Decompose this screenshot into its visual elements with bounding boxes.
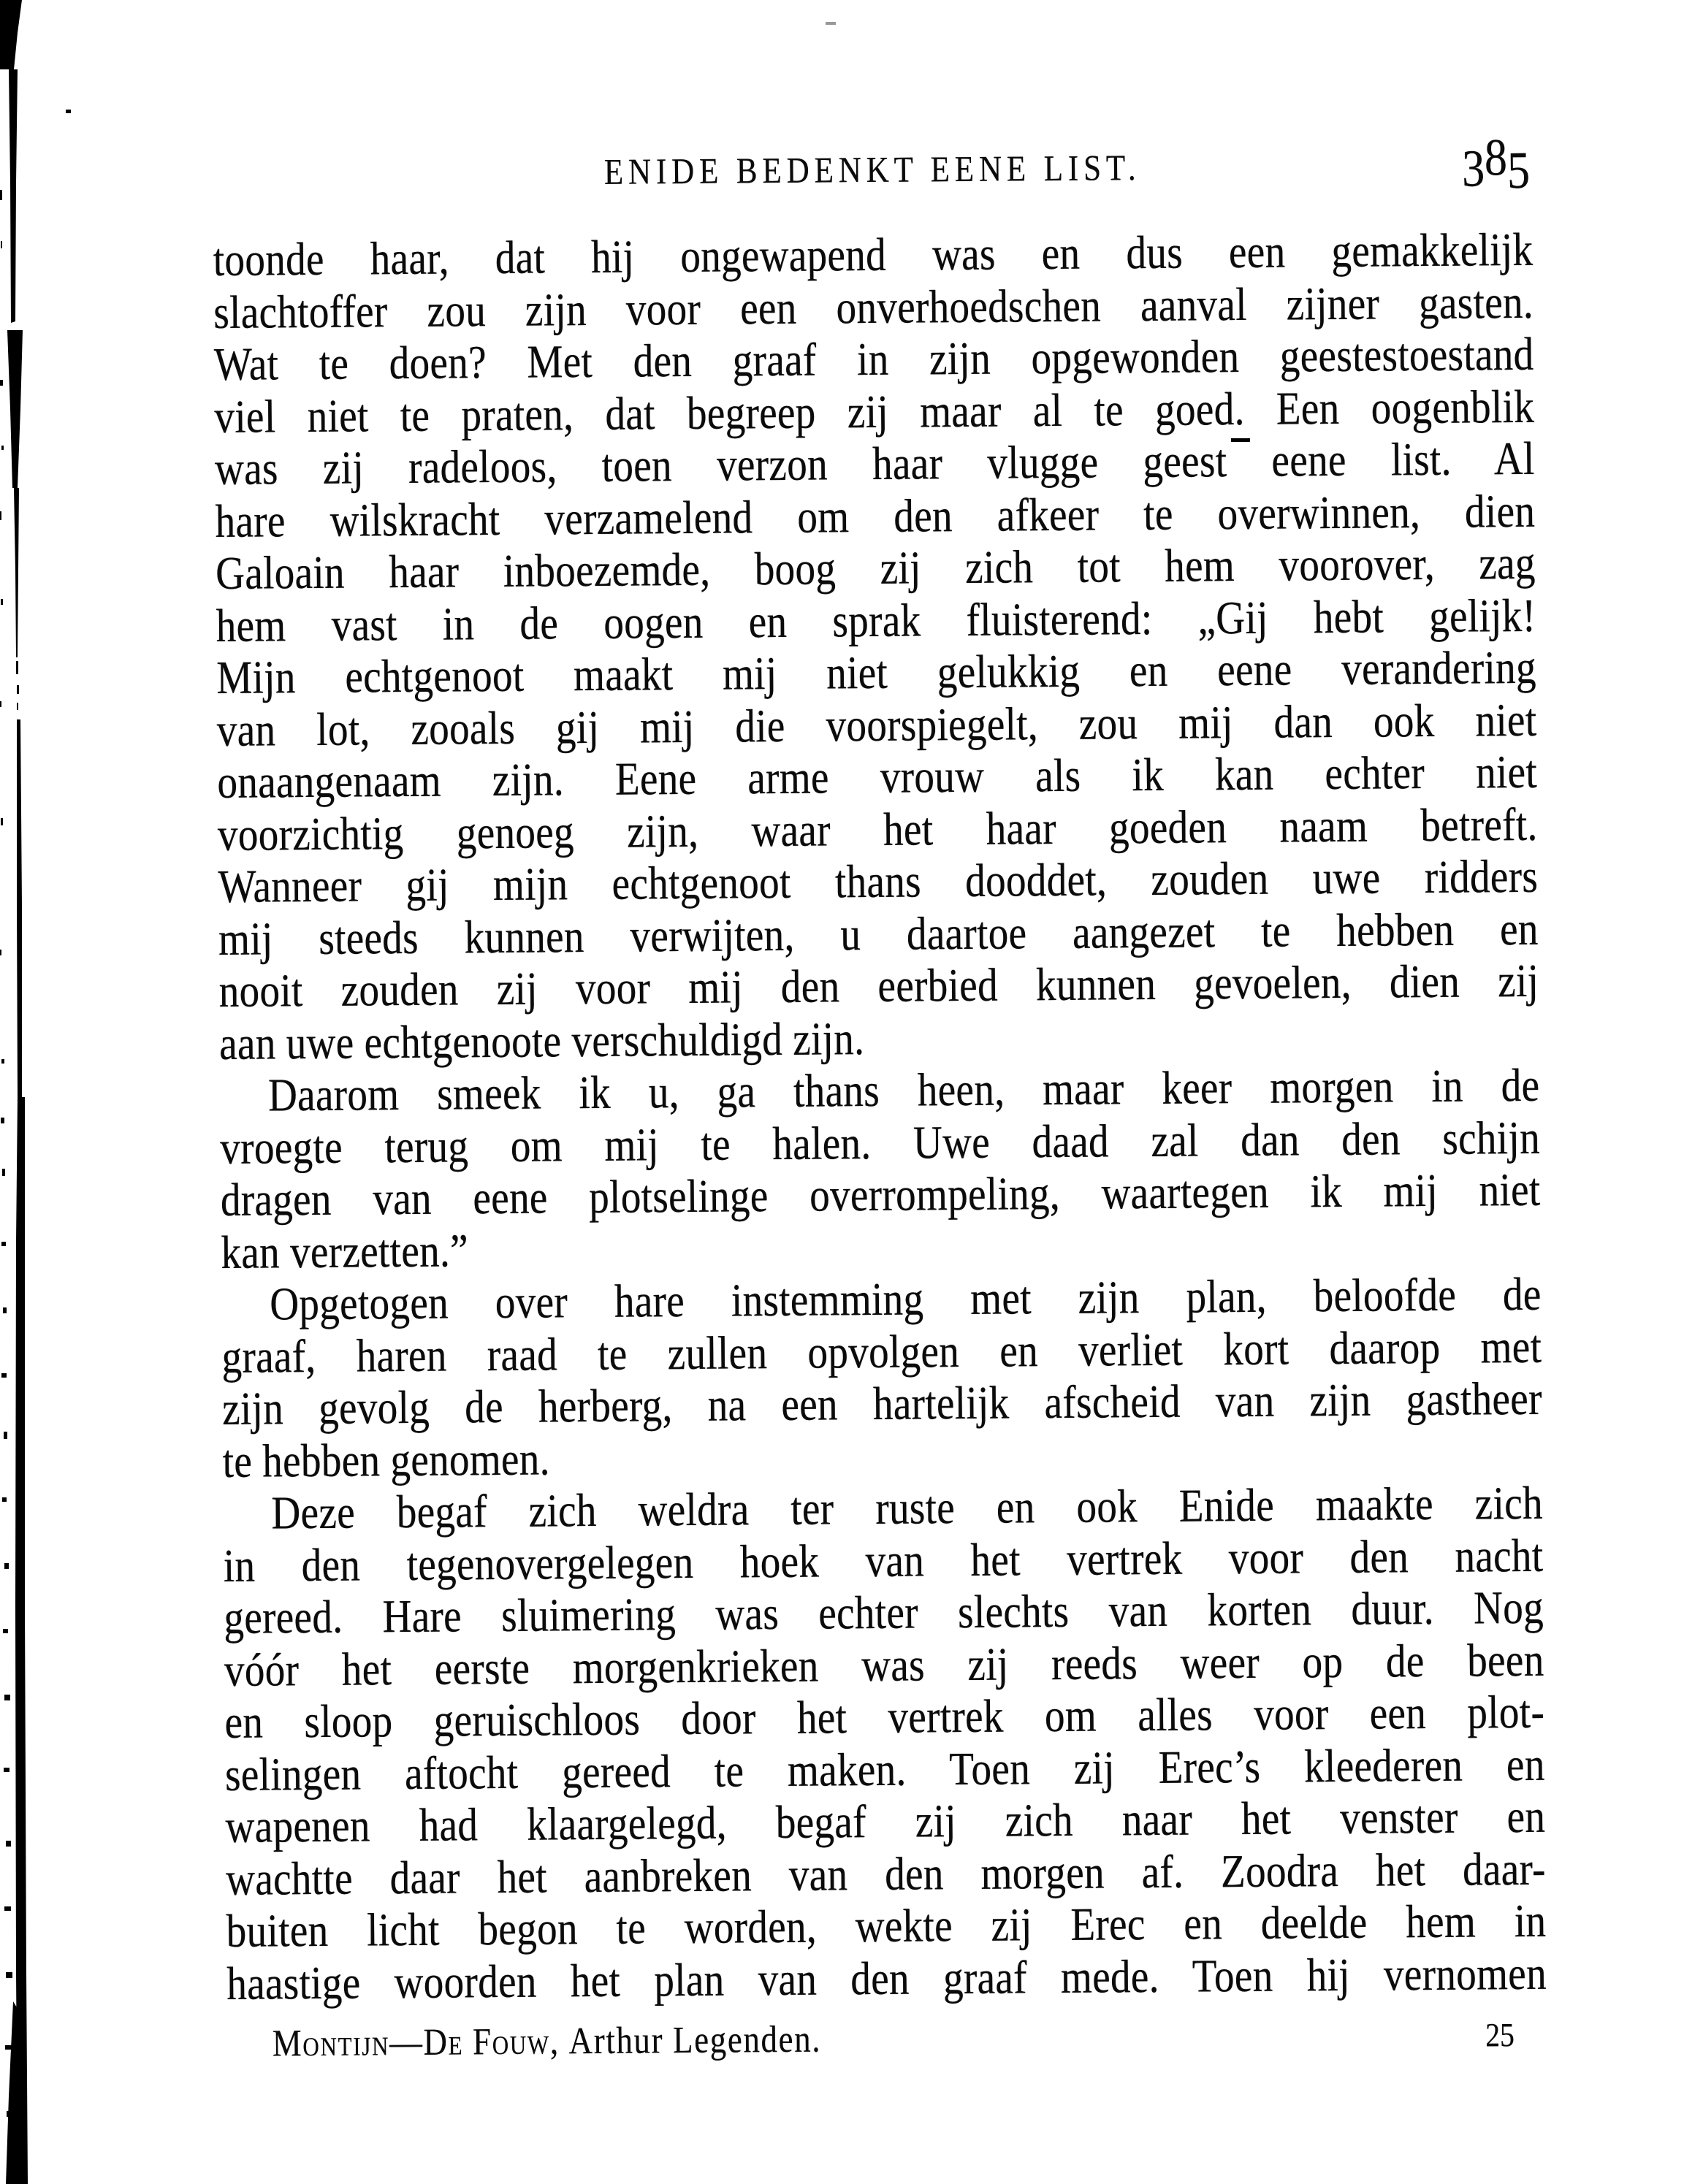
text-line: selingen aftocht gereed te maken. Toen zij Erec’s kleederen en (224, 1738, 1545, 1801)
text-line: haastige woorden het plan van den graaf mede. Toen hij vernomen (226, 1947, 1547, 2009)
page-number: 385 (1461, 128, 1531, 200)
text-line: buiten licht begon te worden, wekte zij Erec en deelde hem in (226, 1894, 1547, 1957)
running-title: ENIDE BEDENKT EENE LIST. (603, 147, 1141, 192)
body-text (213, 224, 1547, 2009)
footer-signature (273, 2018, 822, 2066)
text-line: in den tegenovergelegen hoek van het vertrek voor den nacht (223, 1529, 1544, 1592)
text-line: hem vast in de oogen en sprak fluisterend: „Gij hebt gelijk! (216, 589, 1536, 652)
text-line: slachtoffer zou zijn voor een onverhoedschen aanval zijner gasten. (213, 275, 1534, 338)
footer-work-title: Arthur Legenden. (568, 2018, 822, 2063)
text-line: Wat te doen? Met den graaf in zijn opgewonden geestestoestand (213, 327, 1534, 391)
text-line: van lot, zooals gij mij die voorspiegelt, zou mij dan ook niet (216, 693, 1537, 756)
text-line: kan verzetten.” (221, 1223, 469, 1278)
text-line: wachtte daar het aanbreken van den morgen af. Zoodra het daar- (225, 1842, 1547, 1905)
paragraph (221, 1268, 1543, 1487)
text-line: viel niet te praten, dat begreep zij maar al te goed. Een oogenblik (214, 380, 1535, 443)
text-line: dragen van eene plotselinge overrompeling, waartegen ik mij niet (220, 1163, 1541, 1226)
text-line: gereed. Hare sluimering was echter slechts van korten duur. Nog (224, 1581, 1544, 1643)
text-line: Wanneer gij mijn echtgenoot thans dooddet, zouden uwe ridders (218, 849, 1539, 913)
text-line: Daarom smeek ik u, ga thans heen, maar keer morgen in de (267, 1058, 1540, 1121)
footer-series-authors: Montijn—De Fouw, (272, 2020, 560, 2065)
text-line: Galoain haar inboezemde, boog zij zich tot hem voorover, zag (215, 536, 1536, 600)
text-line: zijn gevolg de herberg, na een hartelijk afscheid van zijn gastheer (221, 1372, 1543, 1435)
text-line: was zij radeloos, toen verzon haar vlugge geest eene list. Al (214, 432, 1535, 495)
text-line: voorzichtig genoeg zijn, waar het haar goeden naam betreft. (217, 798, 1538, 860)
text-line: Deze begaf zich weldra ter ruste en ook Enide maakte zich (271, 1476, 1544, 1539)
text-line: wapenen had klaargelegd, begaf zij zich naar het venster en (225, 1790, 1546, 1852)
text-line: en sloop geruischloos door het vertrek om alles voor een plot- (224, 1685, 1545, 1748)
text-line: te hebben genomen. (222, 1432, 551, 1487)
text-line: toonde haar, dat hij ongewapend was en dus een gemakkelijk (213, 223, 1534, 286)
text-line: Opgetogen over hare instemming met zijn plan, beloofde de (269, 1267, 1542, 1330)
text-line: nooit zouden zij voor mij den eerbied kunnen gevoelen, dien zij (218, 954, 1539, 1017)
text-line: vóór het eerste morgenkrieken was zij reeds weer op de been (224, 1633, 1544, 1696)
paragraph (220, 1059, 1542, 1278)
text-line: aan uwe echtgenoote verschuldigd zijn. (218, 1012, 865, 1069)
text-line: hare wilskracht verzamelend om den afkeer te overwinnen, dien (215, 484, 1536, 547)
footer-sheet-number: 25 (1485, 2016, 1515, 2054)
page-content (211, 0, 1548, 2184)
paragraph (223, 1477, 1547, 2009)
text-line: mij steeds kunnen verwijten, u daartoe aangezet te hebben en (218, 902, 1539, 965)
text-line: Mijn echtgenoot maakt mij niet gelukkig en eene verandering (216, 641, 1537, 704)
text-line: vroegte terug om mij te halen. Uwe daad zal dan den schijn (220, 1111, 1541, 1174)
page-footer (227, 2012, 1547, 2081)
text-line: graaf, haren raad te zullen opvolgen en verliet kort daarop met (221, 1320, 1542, 1383)
text-line: onaangenaam zijn. Eene arme vrouw als ik kan echter niet (217, 745, 1538, 809)
paragraph (213, 224, 1540, 1069)
